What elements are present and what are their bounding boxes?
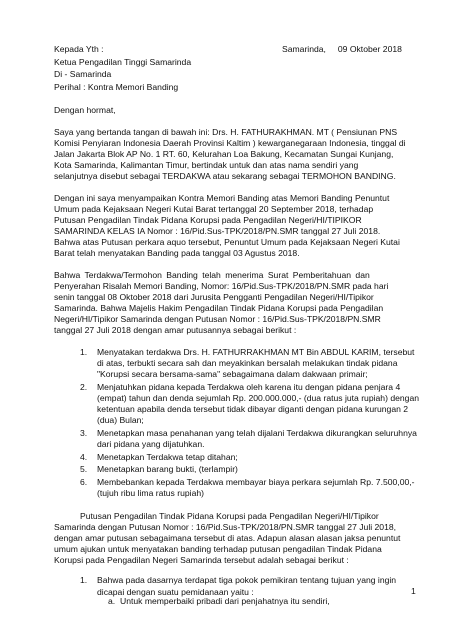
paragraph-line: Dengan ini saya menyampaikan Kontra Memori Banding atas Memori Banding Penuntut <box>54 193 390 203</box>
list-item-line: "Korupsi secara bersama-sama" sebagaimana dalam dakwaan primair; <box>97 369 368 379</box>
list-item-line: Menetapkan barang bukti, (terlampir) <box>97 464 238 474</box>
recipient-line-1: Ketua Pengadilan Tinggi Samarinda <box>54 57 192 67</box>
recipient-line-2: Di - Samarinda <box>54 69 112 79</box>
paragraph-line: tanggal 27 Juli 2018 dengan amar putusannya sebagai berikut : <box>54 325 297 335</box>
list-item-line: Menjatuhkan pidana kepada Terdakwa oleh karena itu dengan pidana penjara 4 <box>97 382 401 392</box>
paragraph-line: Bahwa atas Putusan perkara aquo tersebut, Penuntut Umum pada Kejaksaan Negeri Kutai <box>54 237 400 247</box>
page-number: 1 <box>411 586 416 596</box>
paragraph-line: Saya yang bertanda tangan di bawah ini: Drs. H. FATHURAKHMAN. MT ( Pensiunan PNS <box>54 127 398 137</box>
paragraph-line: Putusan Pengadilan Tindak Pidana Korupsi pada Pengadilan Negeri/HI/Tipikor <box>80 511 379 521</box>
list-number: 6. <box>80 477 88 487</box>
list-item-line: Menetapkan Terdakwa tetap ditahan; <box>97 452 238 462</box>
paragraph-line: Kota Samarinda, Kalimantan Timur, bertindak untuk dan atas nama sendiri yang <box>54 160 359 170</box>
to-label: Kepada Yth : <box>54 44 104 54</box>
list-item-line: ketentuan apabila denda tersebut tidak dibayar diganti dengan pidana kurungan 2 <box>97 404 409 414</box>
paragraph-line: Negeri/HI/Tipikor Samarinda dengan Putusan Nomor : 16/Pid.Sus-TPK/2018/PN.SMR <box>54 314 381 324</box>
list-item-line: Menyatakan terdakwa Drs. H. FATHURRAKHMAN MT Bin ABDUL KARIM, tersebut <box>97 347 415 357</box>
paragraph-line: Korupsi pada Pengadilan Negeri Samarinda tersebut adalah sebagai berikut : <box>54 555 349 565</box>
list-item-line: (empat) tahun dan denda sejumlah Rp. 200.000.000,- (dua ratus juta rupiah) dengan <box>97 393 420 403</box>
paragraph-line: SAMARINDA KELAS IA Nomor : 16/Pid.Sus-TPK/2018/PN.SMR tanggal 27 Juli 2018. <box>54 226 381 236</box>
paragraph-line: selanjutnya disebut sebagai TERDAKWA atau sekarang sebagai TERMOHON BANDING. <box>54 171 396 181</box>
list-item-line: Bahwa pada dasarnya terdapat tiga pokok pemikiran tentang tujuan yang ingin <box>97 575 397 585</box>
list-number: 1. <box>80 575 88 585</box>
list-number: 3. <box>80 428 88 438</box>
list-number: 4. <box>80 452 88 462</box>
place-date: Samarinda, 09 Oktober 2018 <box>282 44 402 54</box>
paragraph-line: Samarinda. Bahwa Majelis Hakim Pengadilan Tindak Pidana Korupsi pada Pengadilan <box>54 303 384 313</box>
paragraph-line: Samarinda dengan Putusan Nomor : 16/Pid.Sus-TPK/2018/PN.SMR tanggal 27 Juli 2018, <box>54 522 397 532</box>
paragraph-line: Putusan Pengadilan Tindak Pidana Korupsi pada Pengadilan Negeri/HI/TIPIKOR <box>54 215 362 225</box>
list-item-line: dicapai dengan suatu pemidanaan yaitu : <box>97 587 254 597</box>
paragraph-line: dengan amar putusan sebagaimana tersebut di atas. Adapun alasan alasan jaksa penuntut <box>54 533 401 543</box>
list-item-line: (dua) Bulan; <box>97 415 144 425</box>
paragraph-line: senin tanggal 08 Oktober 2018 dari Jurusita Pengganti Pengadilan Negeri/HI/Tipikor <box>54 292 374 302</box>
list-item-line: di atas, terbukti secara sah dan meyakinkan bersalah melakukan tindak pidana <box>97 358 398 368</box>
paragraph-line: Penyerahan Risalah Memori Banding, Nomor: 16/Pid.Sus-TPK/2018/PN.SMR pada hari <box>54 281 389 291</box>
list-number: 5. <box>80 464 88 474</box>
list-number: 1. <box>80 347 88 357</box>
list-item-line: (tujuh ribu lima ratus rupiah) <box>97 488 204 498</box>
paragraph-line: Barat telah menyatakan Banding pada tanggal 03 Agustus 2018. <box>54 248 300 258</box>
list-item-line: Membebankan kepada Terdakwa membayar biaya perkara sejumlah Rp. 7.500,00,- <box>97 477 415 487</box>
paragraph-line: Komisi Penyiaran Indonesia Daerah Provinsi Kaltim ) kewarganegaraan Indonesia, tinggal di <box>54 138 406 148</box>
list-item-line: dari pidana yang dijatuhkan. <box>97 439 205 449</box>
paragraph-line: Jalan Jakarta Blok AP No. 1 RT. 60, Kelurahan Loa Bakung, Kecamatan Sungai Kunjang, <box>54 149 394 159</box>
sub-list-item-line: Untuk memperbaiki pribadi dari penjahatnya itu sendiri, <box>120 596 330 606</box>
list-item-line: Menetapkan masa penahanan yang telah dijalani Terdakwa dikurangkan seluruhnya <box>97 428 417 438</box>
sub-list-letter: a. <box>108 596 116 606</box>
list-number: 2. <box>80 382 88 392</box>
paragraph-line: Umum pada Kejaksaan Negeri Kutai Barat tertanggal 20 September 2018, terhadap <box>54 204 374 214</box>
subject-line: Perihal : Kontra Memori Banding <box>54 82 179 92</box>
paragraph-line: Bahwa Terdakwa/Termohon Banding telah menerima Surat Pemberitahuan dan <box>54 270 370 280</box>
paragraph-line: umum ajukan untuk menyatakan banding terhadap putusan pengadilan Tindak Pidana <box>54 544 382 554</box>
greeting: Dengan hormat, <box>54 105 116 115</box>
